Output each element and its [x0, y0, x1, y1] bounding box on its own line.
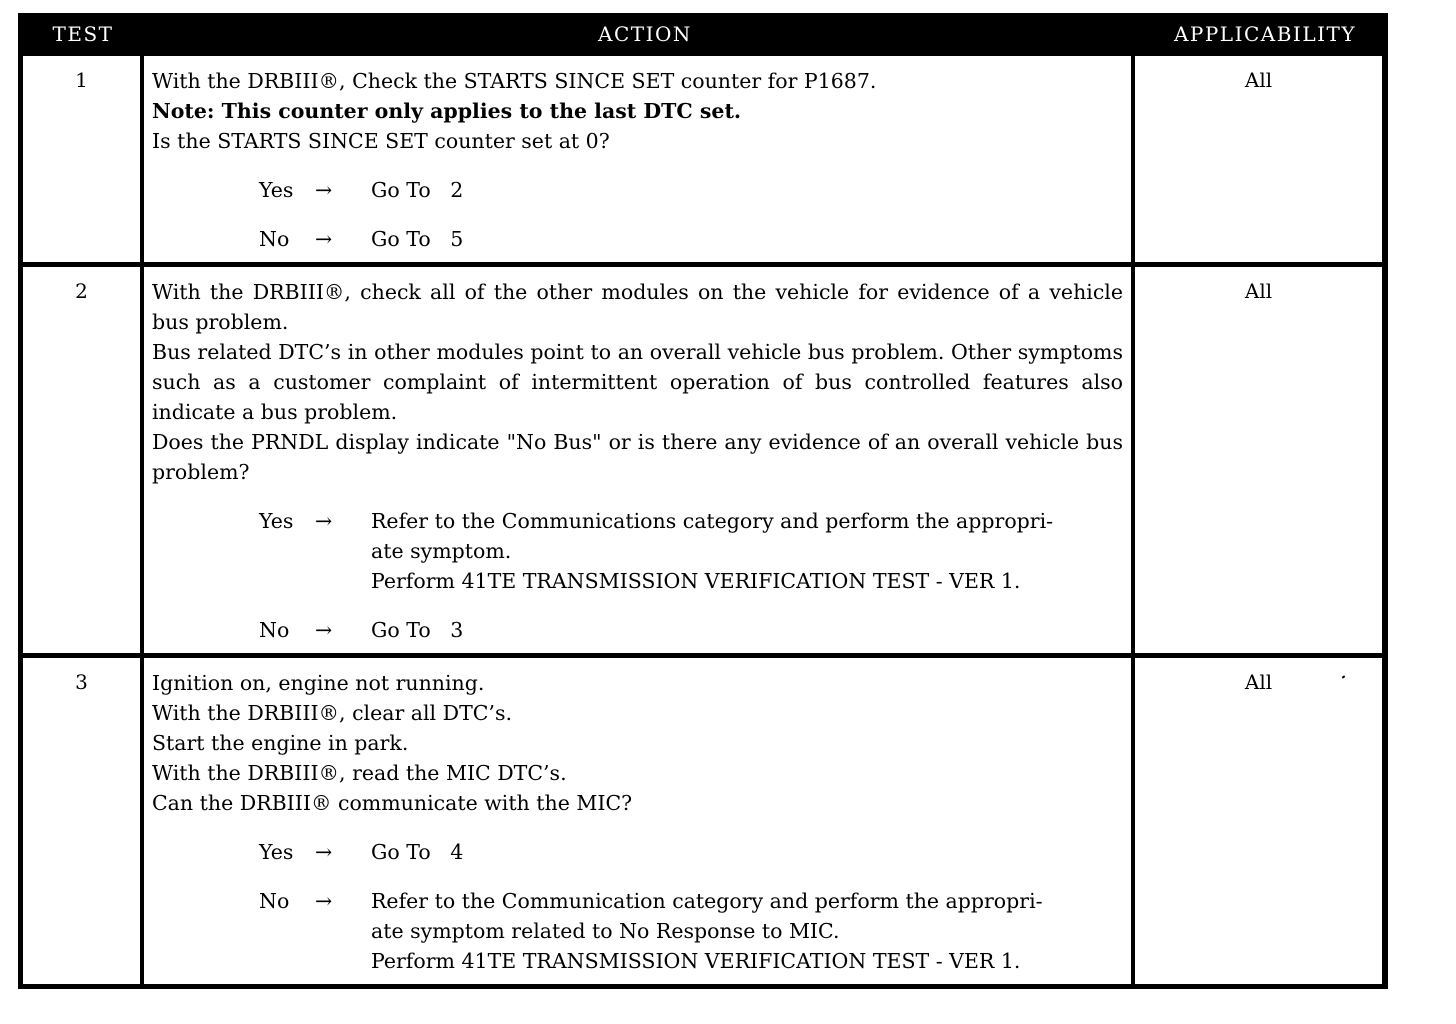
- action-line: With the DRBIII®, Check the STARTS SINCE SET counter for P1687.: [152, 69, 877, 93]
- action-line: Bus related DTC’s in other modules point to an overall vehicle bus problem. Other symptoms such as a customer complaint of intermittent operation of bus controlled features also indicate a bus problem.: [152, 340, 1123, 424]
- diagnostic-table: [18, 13, 1388, 989]
- header-test: TEST: [52, 21, 114, 46]
- answer-result: [371, 175, 1123, 205]
- arrow-icon: →: [315, 178, 333, 202]
- result-line: Refer to the Communications category and perform the appropri-: [371, 509, 1054, 533]
- answer-result: [371, 886, 1123, 976]
- action-note: Note: This counter only applies to the last DTC set.: [152, 99, 742, 123]
- arrow-icon: →: [315, 227, 333, 251]
- result-line: Go To 5: [371, 227, 464, 251]
- action-line: With the DRBIII®, clear all DTC’s.: [152, 701, 512, 725]
- test-number-cell: 3: [23, 658, 140, 984]
- test-number-cell: 1: [23, 56, 140, 262]
- result-line: Refer to the Communication category and perform the appropri-: [371, 889, 1043, 913]
- action-line: With the DRBIII®, read the MIC DTC’s.: [152, 761, 567, 785]
- answer-result: [371, 615, 1123, 645]
- result-line: Perform 41TE TRANSMISSION VERIFICATION TEST - VER 1.: [371, 949, 1021, 973]
- action-cell: [144, 658, 1131, 984]
- test-number-cell: 2: [23, 267, 140, 653]
- action-question: Does the PRNDL display indicate "No Bus" or is there any evidence of an overall vehicle bus problem?: [152, 430, 1123, 484]
- applicability-cell: All: [1135, 658, 1382, 984]
- result-line: Perform 41TE TRANSMISSION VERIFICATION TEST - VER 1.: [371, 569, 1021, 593]
- action-cell: [144, 267, 1131, 653]
- answer-yes: [259, 837, 1123, 867]
- action-line: Ignition on, engine not running.: [152, 671, 485, 695]
- action-line: With the DRBIII®, check all of the other modules on the vehicle for evidence of a vehicle bus problem.: [152, 280, 1123, 334]
- answer-yes: [259, 506, 1123, 596]
- arrow-icon: →: [315, 840, 333, 864]
- action-line: Start the engine in park.: [152, 731, 409, 755]
- answer-label: No: [259, 889, 290, 913]
- answer-label: Yes: [259, 178, 294, 202]
- applicability-cell: All: [1135, 267, 1382, 653]
- answer-label: No: [259, 227, 290, 251]
- result-line: ate symptom related to No Response to MIC.: [371, 919, 840, 943]
- answer-label: No: [259, 618, 290, 642]
- answer-no: [259, 615, 1123, 645]
- answer-result: [371, 837, 1123, 867]
- action-cell: [144, 56, 1131, 262]
- result-line: Go To 3: [371, 618, 464, 642]
- answer-result: [371, 506, 1123, 596]
- action-question: Can the DRBIII® communicate with the MIC?: [152, 791, 633, 815]
- header-applicability: APPLICABILITY: [1173, 21, 1357, 46]
- answer-no: [259, 224, 1123, 254]
- applicability-cell: All: [1135, 56, 1382, 262]
- answer-label: Yes: [259, 509, 294, 533]
- header-action: ACTION: [598, 21, 692, 46]
- arrow-icon: →: [315, 509, 333, 533]
- answer-label: Yes: [259, 840, 294, 864]
- action-question: Is the STARTS SINCE SET counter set at 0?: [152, 129, 610, 153]
- arrow-icon: →: [315, 618, 333, 642]
- result-line: ate symptom.: [371, 539, 512, 563]
- answer-no: [259, 886, 1123, 976]
- result-line: Go To 2: [371, 178, 464, 202]
- answer-yes: [259, 175, 1123, 205]
- result-line: Go To 4: [371, 840, 464, 864]
- arrow-icon: →: [315, 889, 333, 913]
- answer-result: [371, 224, 1123, 254]
